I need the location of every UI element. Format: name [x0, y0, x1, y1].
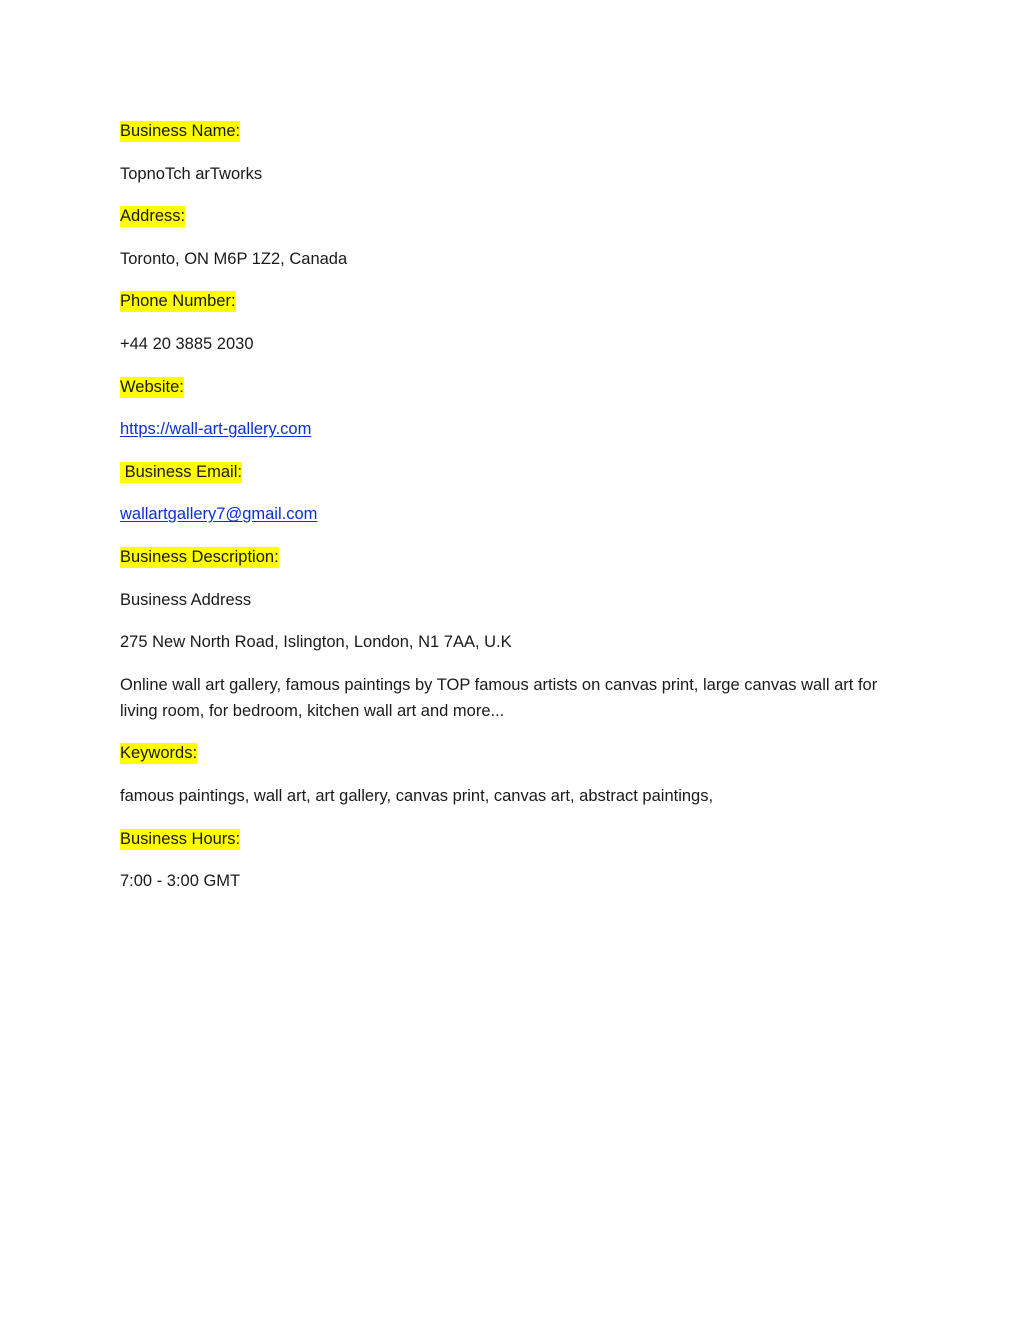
business-name-value: TopnoTch arTworks — [120, 164, 263, 183]
website-link[interactable]: https://wall-art-gallery.com — [120, 420, 312, 439]
website-label: Website: — [120, 377, 184, 396]
business-name-row — [120, 118, 900, 144]
description-heading: Business Address — [120, 590, 252, 609]
phone-row — [120, 288, 900, 314]
keywords-row — [120, 740, 900, 766]
phone-value: +44 20 3885 2030 — [120, 334, 254, 353]
description-label: Business Description: — [120, 547, 279, 566]
email-row — [120, 459, 900, 485]
website-row — [120, 374, 900, 400]
email-link[interactable]: wallartgallery7@gmail.com — [120, 505, 318, 524]
hours-value: 7:00 - 3:00 GMT — [120, 872, 241, 891]
address-label: Address: — [120, 207, 186, 226]
description-address: 275 New North Road, Islington, London, N1 7AA, U.K — [120, 633, 512, 652]
website-value-row — [120, 416, 900, 442]
address-value: Toronto, ON M6P 1Z2, Canada — [120, 249, 348, 268]
business-name-label: Business Name: — [120, 122, 241, 140]
document-content — [120, 118, 900, 911]
email-label: Business Email: — [120, 462, 242, 481]
hours-label: Business Hours: — [120, 829, 241, 848]
email-value-row — [120, 501, 900, 527]
address-row — [120, 203, 900, 229]
phone-label: Phone Number: — [120, 292, 236, 311]
description-text: Online wall art gallery, famous paintings by TOP famous artists on canvas print, large canvas wall art for living room, for bedroom, kitchen wall art and more... — [120, 675, 878, 720]
hours-row — [120, 826, 900, 852]
keywords-label: Keywords: — [120, 744, 198, 763]
description-row — [120, 544, 900, 570]
keywords-value: famous paintings, wall art, art gallery, canvas print, canvas art, abstract paintings, — [120, 786, 714, 805]
